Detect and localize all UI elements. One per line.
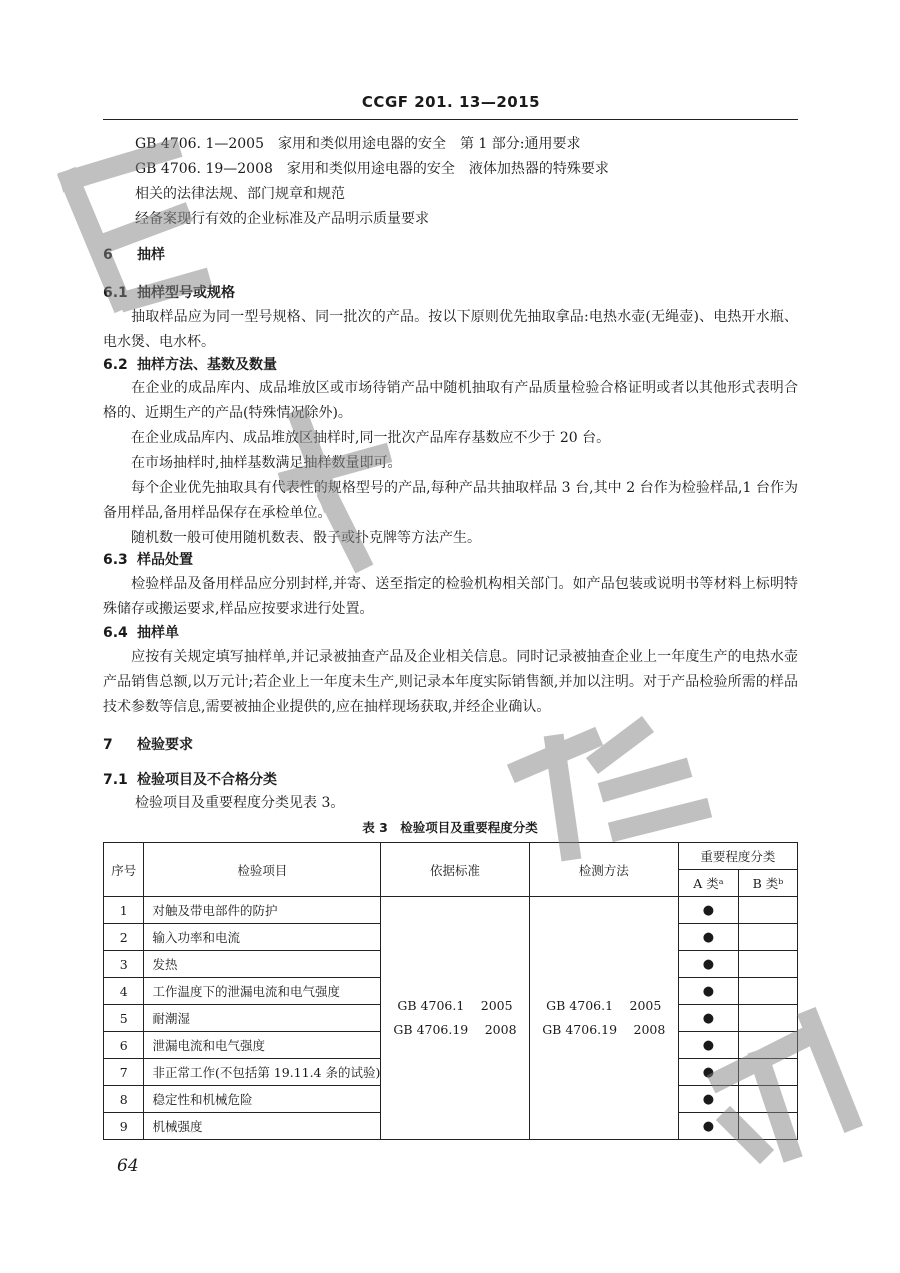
class-a-mark: ● <box>678 897 738 924</box>
class-a-mark: ● <box>678 1086 738 1113</box>
class-b-mark <box>738 897 797 924</box>
row-seq: 5 <box>104 1005 144 1032</box>
section-heading-7-1 <box>103 770 277 790</box>
header-grade: 重要程度分类 <box>678 843 797 870</box>
class-b-mark <box>738 1059 797 1086</box>
section-heading-6 <box>103 245 165 265</box>
method-line: GB 4706.19 2008 <box>542 1022 666 1037</box>
section-number: 6.1 <box>103 285 128 301</box>
row-seq: 1 <box>104 897 144 924</box>
section-title: 抽样方法、基数及数量 <box>137 357 277 373</box>
row-seq: 6 <box>104 1032 144 1059</box>
row-item: 对触及带电部件的防护 <box>144 897 381 924</box>
page-number: 64 <box>117 1156 139 1176</box>
class-a-mark: ● <box>678 978 738 1005</box>
ref-line: GB 4706. 1—2005 家用和类似用途电器的安全 第 1 部分:通用要求 <box>135 136 581 152</box>
row-seq: 7 <box>104 1059 144 1086</box>
paragraph: 抽取样品应为同一型号规格、同一批次的产品。按以下原则优先抽取拿品:电热水壶(无绳壶)、电热开水瓶、电水煲、电水杯。 <box>103 309 798 350</box>
paragraph: 每个企业优先抽取具有代表性的规格型号的产品,每种产品共抽取样品 3 台,其中 2 台作为检验样品,1 台作为备用样品,备用样品保存在承检单位。 <box>103 480 798 521</box>
paragraph: 应按有关规定填写抽样单,并记录被抽查产品及企业相关信息。同时记录被抽查企业上一年度生产的电热水壶产品销售总额,以万元计;若企业上一年度未生产,则记录本年度实际销售额,并加以注明。对于产品检验所需的样品技术参数等信息,需要被抽企业提供的,应在抽样现场获取,并经企业确认。 <box>103 649 798 715</box>
section-title: 检验要求 <box>137 737 193 753</box>
class-b-mark <box>738 1005 797 1032</box>
class-b-mark <box>738 1032 797 1059</box>
class-b-mark <box>738 924 797 951</box>
header-method: 检测方法 <box>529 843 678 897</box>
paragraph: 随机数一般可使用随机数表、骰子或扑克牌等方法产生。 <box>131 530 481 546</box>
paragraph: 在企业的成品库内、成品堆放区或市场待销产品中随机抽取有产品质量检验合格证明或者以其他形式表明合格的、近期生产的产品(特殊情况除外)。 <box>103 380 798 421</box>
header-basis: 依据标准 <box>381 843 529 897</box>
row-seq: 3 <box>104 951 144 978</box>
class-a-mark: ● <box>678 1113 738 1140</box>
header-class-b: B 类ᵇ <box>738 870 797 897</box>
class-a-mark: ● <box>678 1032 738 1059</box>
row-item: 非正常工作(不包括第 19.11.4 条的试验) <box>144 1059 381 1086</box>
paragraph: 在市场抽样时,抽样基数满足抽样数量即可。 <box>131 455 402 471</box>
ref-line: 相关的法律法规、部门规章和规范 <box>135 186 345 202</box>
table-caption: 表 3 检验项目及重要程度分类 <box>362 820 538 835</box>
header-rule <box>103 119 798 120</box>
row-seq: 4 <box>104 978 144 1005</box>
class-a-mark: ● <box>678 1005 738 1032</box>
section-number: 6.2 <box>103 357 128 373</box>
row-item: 输入功率和电流 <box>144 924 381 951</box>
section-heading-6-4 <box>103 623 179 643</box>
class-b-mark <box>738 1086 797 1113</box>
header-item: 检验项目 <box>144 843 381 897</box>
section-heading-6-2 <box>103 355 277 375</box>
row-item: 发热 <box>144 951 381 978</box>
standard-code: CCGF 201. 13—2015 <box>361 93 541 111</box>
section-heading-7 <box>103 735 193 755</box>
section-number: 7 <box>103 737 113 753</box>
paragraph: 检验项目及重要程度分类见表 3。 <box>135 795 345 811</box>
method-line: GB 4706.1 2005 <box>546 998 662 1013</box>
section-title: 抽样型号或规格 <box>137 285 235 301</box>
basis-line: GB 4706.1 2005 <box>397 998 513 1013</box>
class-a-mark: ● <box>678 1059 738 1086</box>
paragraph: 在企业成品库内、成品堆放区抽样时,同一批次产品库存基数应不少于 20 台。 <box>131 430 611 446</box>
section-number: 6.4 <box>103 625 128 641</box>
class-a-mark: ● <box>678 924 738 951</box>
row-item: 泄漏电流和电气强度 <box>144 1032 381 1059</box>
paragraph: 检验样品及备用样品应分别封样,并寄、送至指定的检验机构相关部门。如产品包装或说明书等材料上标明特殊储存或搬运要求,样品应按要求进行处置。 <box>103 576 798 617</box>
test-method-cell <box>529 897 678 1140</box>
section-heading-6-1 <box>103 283 235 303</box>
row-seq: 2 <box>104 924 144 951</box>
basis-standard-cell <box>381 897 529 1140</box>
basis-line: GB 4706.19 2008 <box>393 1022 517 1037</box>
section-heading-6-3 <box>103 550 193 570</box>
section-title: 检验项目及不合格分类 <box>137 772 277 788</box>
ref-line: GB 4706. 19—2008 家用和类似用途电器的安全 液体加热器的特殊要求 <box>135 161 609 177</box>
class-b-mark <box>738 951 797 978</box>
ref-line: 经备案现行有效的企业标准及产品明示质量要求 <box>135 211 429 227</box>
row-item: 稳定性和机械危险 <box>144 1086 381 1113</box>
class-b-mark <box>738 978 797 1005</box>
row-item: 机械强度 <box>144 1113 381 1140</box>
table-row <box>104 897 798 924</box>
section-number: 6.3 <box>103 552 128 568</box>
section-title: 样品处置 <box>137 552 193 568</box>
row-item: 工作温度下的泄漏电流和电气强度 <box>144 978 381 1005</box>
class-a-mark: ● <box>678 951 738 978</box>
section-title: 抽样单 <box>137 625 179 641</box>
inspection-items-table <box>103 842 798 1140</box>
row-seq: 8 <box>104 1086 144 1113</box>
header-seq: 序号 <box>104 843 144 897</box>
row-item: 耐潮湿 <box>144 1005 381 1032</box>
row-seq: 9 <box>104 1113 144 1140</box>
section-number: 6 <box>103 247 113 263</box>
section-number: 7.1 <box>103 772 128 788</box>
section-title: 抽样 <box>137 247 165 263</box>
header-class-a: A 类ᵃ <box>678 870 738 897</box>
class-b-mark <box>738 1113 797 1140</box>
